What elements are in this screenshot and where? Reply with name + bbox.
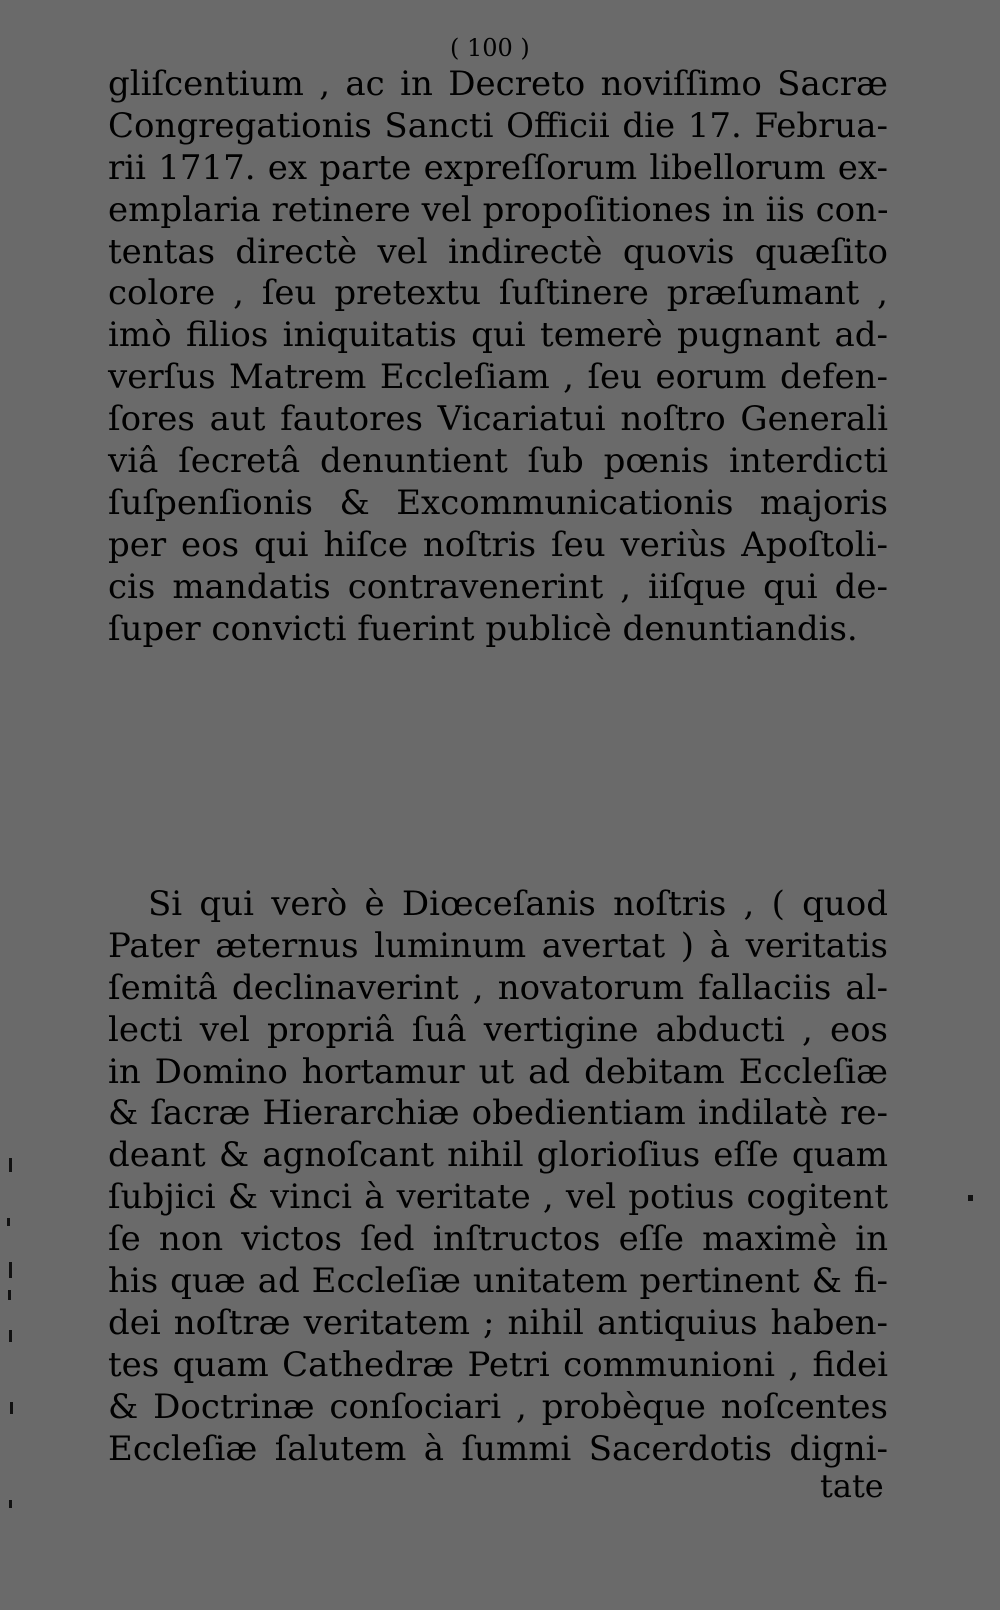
- text-line: viâ ſecretâ denuntient ſub pœnis interdicti: [108, 441, 888, 482]
- catchword: tate: [820, 1467, 884, 1505]
- scan-speck: [7, 1218, 10, 1226]
- text-line: Pater æternus luminum avertat ) à veritatis: [108, 925, 888, 966]
- text-line: colore , ſeu pretextu ſuſtinere præſumant ,: [108, 273, 888, 314]
- text-line: lecti vel propriâ ſuâ vertigine abducti , eos: [108, 1009, 888, 1050]
- text-line: ſubjici & vinci à veritate , vel potius cogitent: [108, 1177, 888, 1218]
- text-line: Si qui verò è Diœceſanis noſtris , ( quod: [148, 884, 888, 924]
- text-line: gliſcentium , ac in Decreto noviſſimo Sacræ: [108, 64, 888, 104]
- text-line: emplaria retinere vel propoſitiones in iis con-: [108, 189, 889, 230]
- text-line: in Domino hortamur ut ad debitam Eccleſiæ: [108, 1051, 888, 1092]
- text-line: Eccleſiæ ſalutem à ſummi Sacerdotis digni-: [108, 1428, 888, 1469]
- text-line: ſuſpenſionis & Excommunicationis majoris: [108, 482, 888, 523]
- page-number: ( 100 ): [450, 34, 530, 62]
- scan-speck: [8, 1290, 11, 1300]
- text-line: Congregationis Sancti Officii die 17. Februa-: [108, 105, 888, 146]
- text-line: & ſacræ Hierarchiæ obedientiam indilatè re-: [108, 1093, 888, 1134]
- text-line: tes quam Cathedræ Petri communioni , fidei: [108, 1344, 888, 1385]
- paragraph-2: [108, 884, 888, 1470]
- scan-speck: [9, 1500, 12, 1508]
- text-line: per eos qui hiſce noſtris ſeu veriùs Apoſtoli-: [108, 524, 888, 565]
- scan-speck: [10, 1402, 13, 1414]
- text-line: ſores aut fautores Vicariatui noſtro Generali: [108, 399, 888, 440]
- scan-speck: [9, 1158, 12, 1172]
- text-line: his quæ ad Eccleſiæ unitatem pertinent & fi-: [108, 1261, 888, 1302]
- text-line: ſuper convicti fuerint publicè denuntiandis.: [108, 608, 858, 649]
- scan-speck: [9, 1330, 12, 1342]
- text-line: deant & agnoſcant nihil glorioſius eſſe quam: [108, 1135, 888, 1176]
- text-line: tentas directè vel indirectè quovis quæſito: [108, 231, 888, 272]
- text-line: dei noſtræ veritatem ; nihil antiquius haben-: [108, 1302, 888, 1343]
- text-line: rii 1717. ex parte expreſſorum libellorum ex-: [108, 147, 888, 188]
- scan-speck: [968, 1195, 973, 1201]
- text-line: cis mandatis contravenerint , iiſque qui de-: [108, 566, 888, 607]
- text-line: & Doctrinæ conſociari , probèque noſcentes: [108, 1386, 888, 1427]
- text-line: imò filios iniquitatis qui temerè pugnant ad-: [108, 315, 888, 356]
- paragraph-1: [108, 64, 888, 650]
- text-line: ſe non victos ſed inſtructos eſſe maximè in: [108, 1219, 888, 1260]
- text-line: ſemitâ declinaverint , novatorum fallaciis al-: [108, 967, 888, 1008]
- text-line: verſus Matrem Eccleſiam , ſeu eorum defen-: [108, 357, 888, 398]
- scan-speck: [9, 1262, 12, 1278]
